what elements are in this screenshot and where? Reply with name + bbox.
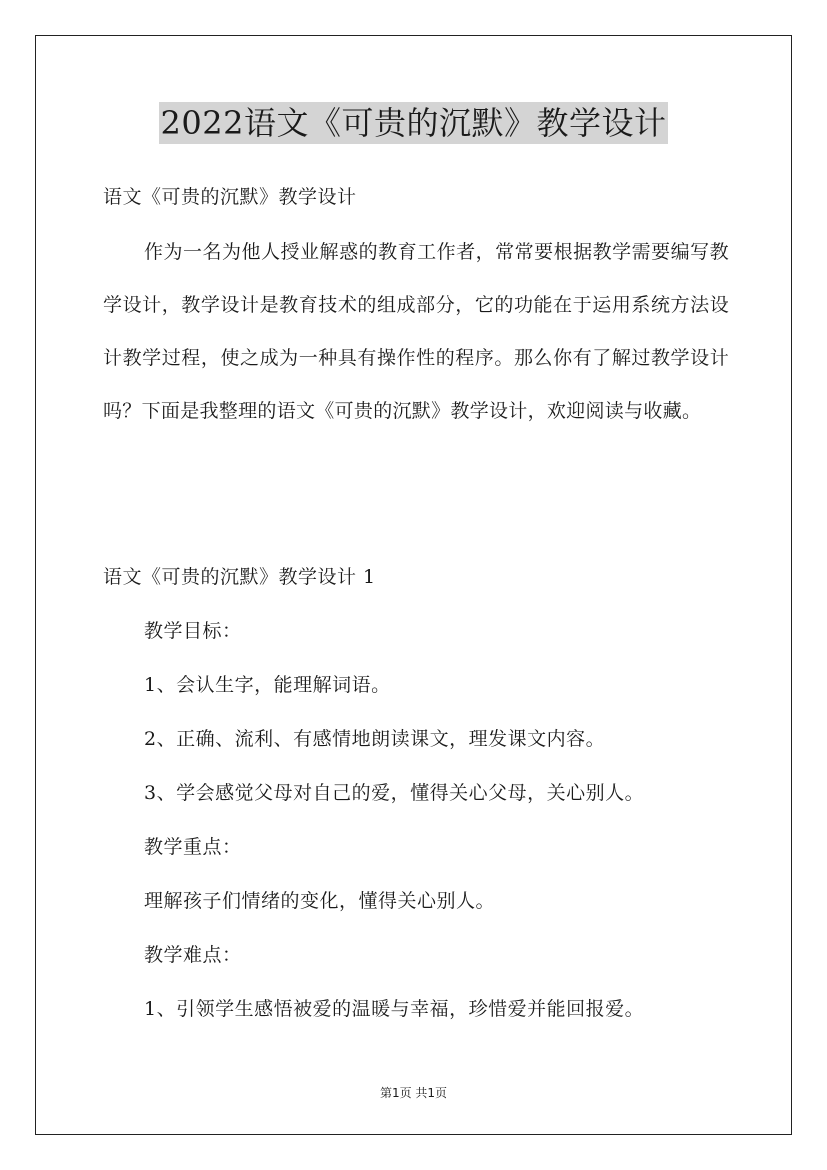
goal-item: 1、会认生字，能理解词语。 [144, 674, 391, 696]
difficulty-item: 1、引领学生感悟被爱的温暖与幸福，珍惜爱并能回报爱。 [144, 998, 645, 1020]
goals-label: 教学目标： [144, 620, 242, 642]
goal-item: 2、正确、流利、有感情地朗读课文，理发课文内容。 [144, 728, 606, 750]
page-footer: 第1页 共1页 [379, 1086, 448, 1100]
section-heading: 语文《可贵的沉默》教学设计 1 [103, 566, 376, 588]
document-subtitle: 语文《可贵的沉默》教学设计 [103, 186, 357, 208]
goal-item: 3、学会感觉父母对自己的爱，懂得关心父母，关心别人。 [144, 782, 645, 804]
key-point: 理解孩子们情绪的变化，懂得关心别人。 [144, 890, 496, 912]
intro-paragraph: 作为一名为他人授业解惑的教育工作者，常常要根据教学需要编写教学设计，教学设计是教育技术的组成部分，它的功能在于运用系统方法设计教学过程，使之成为一种具有操作性的程序。那么你有了解过教学设计吗？下面是我整理的语文《可贵的沉默》教学设计，欢迎阅读与收藏。 [103, 241, 729, 422]
difficulty-label: 教学难点： [144, 944, 242, 966]
document-title [0, 102, 827, 144]
document-title-text: 2022语文《可贵的沉默》教学设计 [160, 104, 667, 142]
key-label: 教学重点： [144, 836, 242, 858]
